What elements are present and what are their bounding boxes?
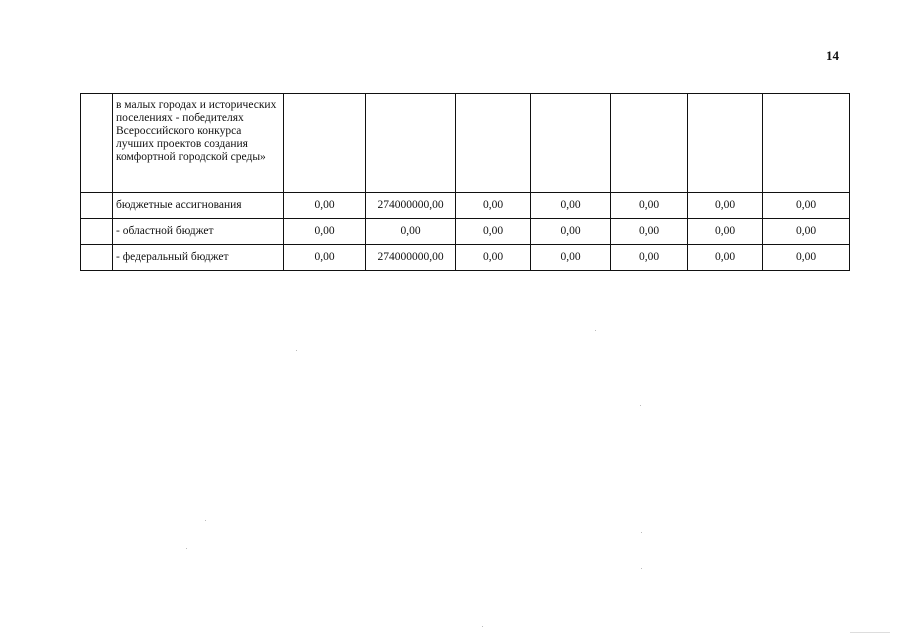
table-row bbox=[81, 245, 850, 271]
value-cell: 0,00 bbox=[531, 193, 611, 219]
budget-table bbox=[80, 93, 850, 271]
row-label-cell: - федеральный бюджет bbox=[113, 245, 284, 271]
value-cell: 0,00 bbox=[688, 245, 763, 271]
row-label-cell: бюджетные ассигнования bbox=[113, 193, 284, 219]
value-cell bbox=[763, 94, 850, 193]
row-label-cell: - областной бюджет bbox=[113, 219, 284, 245]
value-cell bbox=[531, 94, 611, 193]
value-cell: 274000000,00 bbox=[366, 193, 456, 219]
value-cell: 0,00 bbox=[531, 245, 611, 271]
value-cell: 0,00 bbox=[611, 245, 688, 271]
scan-speck bbox=[595, 330, 596, 331]
value-cell: 0,00 bbox=[456, 193, 531, 219]
value-cell: 0,00 bbox=[763, 219, 850, 245]
value-cell: 0,00 bbox=[611, 219, 688, 245]
value-cell: 0,00 bbox=[284, 245, 366, 271]
value-cell: 0,00 bbox=[763, 245, 850, 271]
page-number: 14 bbox=[826, 48, 839, 63]
value-cell: 0,00 bbox=[366, 219, 456, 245]
scan-speck bbox=[296, 350, 297, 351]
scan-speck bbox=[186, 548, 187, 549]
scan-speck bbox=[205, 520, 206, 521]
value-cell: 0,00 bbox=[763, 193, 850, 219]
value-cell: 0,00 bbox=[611, 193, 688, 219]
table-row bbox=[81, 219, 850, 245]
value-cell: 0,00 bbox=[531, 219, 611, 245]
scan-speck bbox=[641, 532, 642, 533]
scan-speck bbox=[482, 626, 483, 627]
value-cell: 0,00 bbox=[688, 219, 763, 245]
value-cell: 0,00 bbox=[456, 245, 531, 271]
value-cell bbox=[688, 94, 763, 193]
row-index-cell bbox=[81, 219, 113, 245]
value-cell: 0,00 bbox=[456, 219, 531, 245]
value-cell: 0,00 bbox=[688, 193, 763, 219]
scan-speck bbox=[850, 632, 890, 633]
row-index-cell bbox=[81, 193, 113, 219]
value-cell: 0,00 bbox=[284, 219, 366, 245]
value-cell bbox=[284, 94, 366, 193]
scan-speck bbox=[641, 568, 642, 569]
table-row bbox=[81, 193, 850, 219]
row-index-cell bbox=[81, 94, 113, 193]
row-index-cell bbox=[81, 245, 113, 271]
value-cell: 274000000,00 bbox=[366, 245, 456, 271]
value-cell bbox=[456, 94, 531, 193]
value-cell bbox=[366, 94, 456, 193]
value-cell bbox=[611, 94, 688, 193]
scan-speck bbox=[640, 405, 641, 406]
table-row bbox=[81, 94, 850, 193]
item-description-cell: в малых городах и исторических поселениях - победителях Всероссийского конкурса лучших проектов создания комфортной городской среды» bbox=[113, 94, 284, 193]
value-cell: 0,00 bbox=[284, 193, 366, 219]
